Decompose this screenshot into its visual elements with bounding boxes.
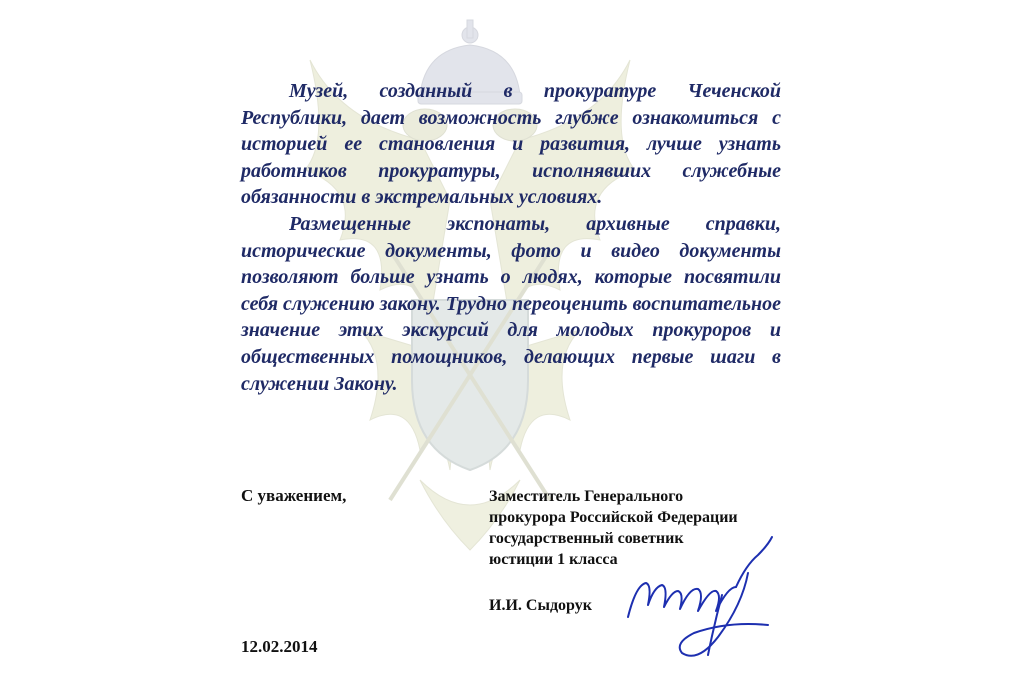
letter-date: 12.02.2014: [241, 637, 318, 656]
position-line: юстиции 1 класса: [489, 551, 618, 568]
handwritten-signature: [618, 525, 793, 675]
position-line: прокурора Российской Федерации: [489, 509, 738, 526]
closing-regards: С уважением,: [241, 486, 347, 505]
signatory-name: И.И. Сыдорук: [489, 597, 592, 614]
letter-paragraph: Размещенные экспонаты, архивные справки, исторические документы, фото и видео документы позволяют больше узнать о людях, которые посвятили себя служению закону. Трудно переоценить воспитательное значение этих экскурсий для молодых прокуроров и общественных помощников, делающих первые шаги в служении Закону.: [241, 212, 781, 395]
position-line: Заместитель Генерального: [489, 488, 684, 505]
position-line: государственный советник: [489, 530, 684, 547]
letter-body: [241, 78, 781, 397]
letter-paragraph: Музей, созданный в прокуратуре Чеченской Республики, дает возможность глубже ознакомиться с историей ее становления и развития, лучше узнать работников прокуратуры, исполнявших служебные обязанности в экстремальных условиях.: [241, 80, 781, 209]
